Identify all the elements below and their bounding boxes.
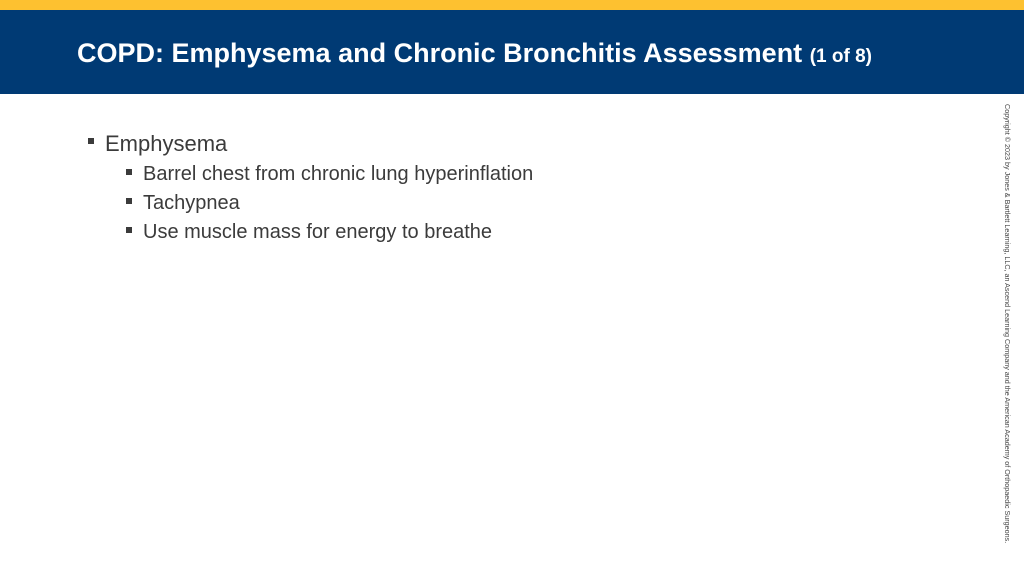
slide-content <box>86 130 966 247</box>
sub-bullet-text: Use muscle mass for energy to breathe <box>143 221 493 243</box>
bullet-list <box>86 130 966 247</box>
square-bullet-icon <box>126 227 132 233</box>
sub-bullet-item <box>105 160 966 189</box>
sub-bullet-list <box>105 160 966 247</box>
sub-bullet-item <box>105 189 966 218</box>
sub-bullet-item <box>105 218 966 247</box>
slide-counter: (1 of 8) <box>809 46 872 67</box>
slide-title-text: COPD: Emphysema and Chronic Bronchitis Assessment <box>77 38 803 68</box>
bullet-text: Emphysema <box>105 131 228 156</box>
accent-bar <box>0 0 1024 10</box>
slide-title <box>77 33 872 77</box>
sub-bullet-text: Tachypnea <box>143 192 240 214</box>
copyright-notice: Copyright © 2023 by Jones & Bartlett Learning, LLC, an Ascend Learning Company and the American Academy of Orthopaedic Surgeons. <box>1003 104 1012 544</box>
sub-bullet-text: Barrel chest from chronic lung hyperinflation <box>143 163 534 185</box>
bullet-item-emphysema <box>86 130 966 247</box>
square-bullet-icon <box>126 198 132 204</box>
square-bullet-icon <box>126 169 132 175</box>
